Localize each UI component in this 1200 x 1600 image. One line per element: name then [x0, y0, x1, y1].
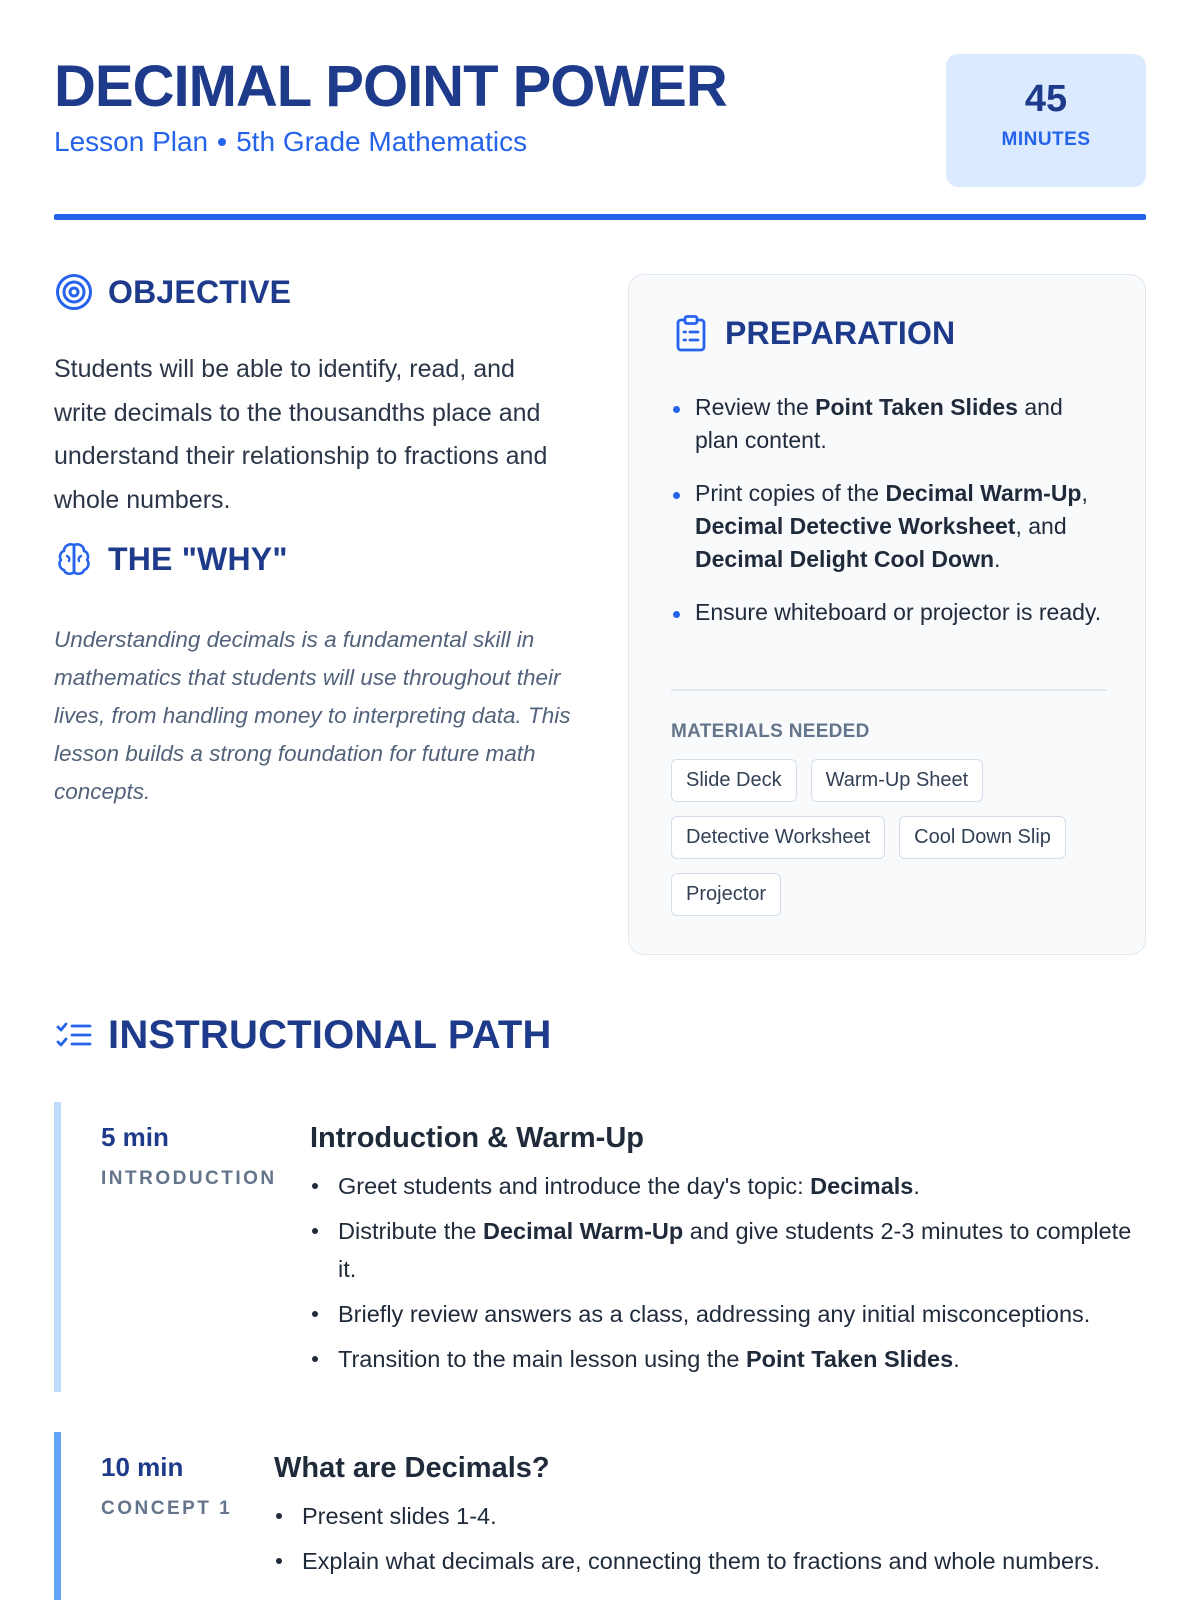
- step-body: [310, 1122, 1146, 1385]
- header: [54, 0, 1146, 222]
- material-chip: Slide Deck: [671, 759, 797, 802]
- clipboard-icon: [671, 313, 711, 353]
- list-item: Review the Point Taken Slides and plan content.: [671, 391, 1111, 457]
- list-item: Explain what decimals are, connecting them to fractions and whole numbers.: [274, 1542, 1114, 1580]
- checklist-icon: [54, 1016, 94, 1056]
- why-heading: [54, 539, 288, 579]
- step-title: Introduction & Warm-Up: [310, 1122, 644, 1154]
- materials-list: [671, 759, 1111, 916]
- material-chip: Cool Down Slip: [899, 816, 1066, 859]
- list-item: Greet students and introduce the day's topic: Decimals.: [310, 1167, 1146, 1205]
- step-title: What are Decimals?: [274, 1452, 550, 1484]
- subtitle-lesson-plan: Lesson Plan: [54, 126, 209, 157]
- duration-unit: MINUTES: [1001, 129, 1091, 150]
- step-time: 10 min: [101, 1452, 184, 1482]
- step-body: [274, 1452, 1114, 1587]
- path-step-introduction: [54, 1102, 1146, 1392]
- preparation-heading: [671, 313, 955, 353]
- subtitle: [54, 126, 527, 158]
- target-icon: [54, 272, 94, 312]
- step-phase: CONCEPT 1: [101, 1498, 233, 1519]
- bullet-separator: [218, 138, 226, 146]
- objective-heading: [54, 272, 291, 312]
- instructional-path-heading: [54, 1013, 552, 1058]
- materials-label: MATERIALS NEEDED: [671, 721, 870, 742]
- step-accent-bar: [54, 1432, 61, 1600]
- subtitle-grade: 5th Grade Mathematics: [236, 126, 528, 157]
- list-item: Transition to the main lesson using the Point Taken Slides.: [310, 1340, 1146, 1378]
- lesson-plan-page: [54, 0, 1146, 1574]
- why-text: Understanding decimals is a fundamental skill in mathematics that students will use throughout their lives, from handling money to interpreting data. This lesson builds a strong foundation for future math concepts.: [54, 627, 571, 804]
- instructional-path-heading-text: INSTRUCTIONAL PATH: [108, 1013, 552, 1057]
- list-item: Print copies of the Decimal Warm-Up, Decimal Detective Worksheet, and Decimal Delight Cool Down.: [671, 477, 1111, 576]
- page-title: DECIMAL POINT POWER: [54, 54, 727, 119]
- duration-badge: [946, 54, 1146, 187]
- step-accent-bar: [54, 1102, 61, 1392]
- material-chip: Detective Worksheet: [671, 816, 885, 859]
- step-phase: INTRODUCTION: [101, 1168, 277, 1189]
- objective-heading-text: OBJECTIVE: [108, 273, 292, 310]
- objective-text: Students will be able to identify, read, and write decimals to the thousandths place and understand their relationship to fractions and whole numbers.: [54, 355, 548, 514]
- divider: [671, 689, 1107, 691]
- list-item: Present slides 1-4.: [274, 1497, 1114, 1535]
- brain-icon: [54, 539, 94, 579]
- preparation-card: [628, 274, 1146, 955]
- step-list: [274, 1497, 1114, 1580]
- list-item: Briefly review answers as a class, addressing any initial misconceptions.: [310, 1295, 1146, 1333]
- step-list: [310, 1167, 1146, 1378]
- preparation-list: [671, 391, 1111, 649]
- duration-value: 45: [1024, 78, 1068, 120]
- list-item: Ensure whiteboard or projector is ready.: [671, 596, 1111, 629]
- path-step-concept-1: [54, 1432, 1146, 1600]
- step-time: 5 min: [101, 1122, 169, 1152]
- list-item: Distribute the Decimal Warm-Up and give students 2-3 minutes to complete it.: [310, 1212, 1146, 1288]
- material-chip: Projector: [671, 873, 781, 916]
- header-divider: [54, 214, 1146, 220]
- preparation-heading-text: PREPARATION: [725, 314, 956, 351]
- why-heading-text: THE "WHY": [108, 540, 288, 577]
- material-chip: Warm-Up Sheet: [811, 759, 984, 802]
